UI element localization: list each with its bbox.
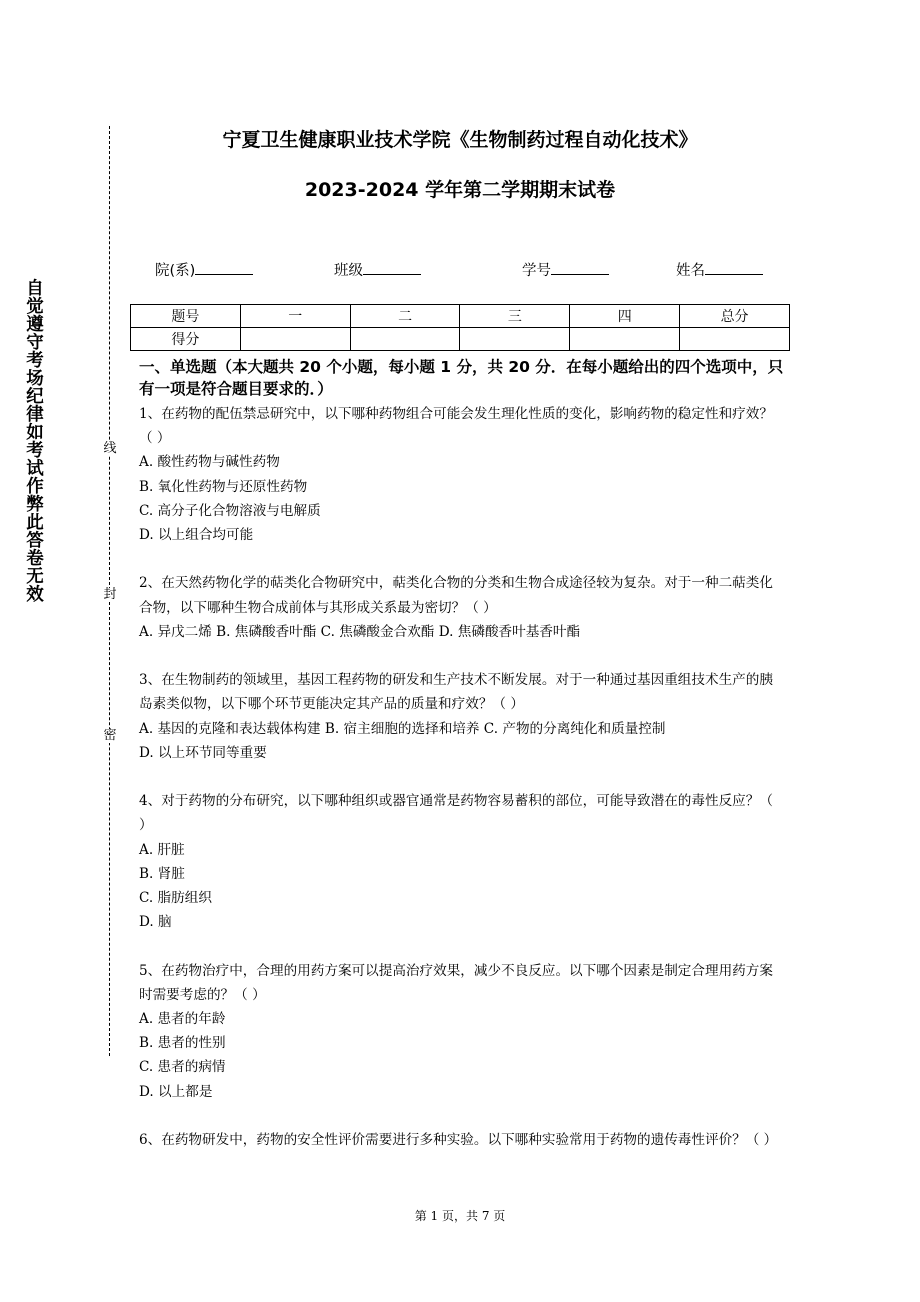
option-c: C. 患者的病情: [139, 1059, 226, 1076]
question-3: [139, 668, 784, 765]
class-field[interactable]: 班级: [334, 259, 421, 280]
score-table-score-row: [131, 328, 790, 351]
option-d: D. 脑: [139, 914, 172, 931]
option-a: A. 患者的年龄: [139, 1011, 226, 1028]
option-b: B. 肾脏: [139, 865, 185, 882]
score-cell[interactable]: [350, 328, 460, 351]
name-blank[interactable]: [705, 260, 763, 275]
exam-discipline-notice: 自觉遵守考场纪律如考试作弊此答卷无效: [26, 279, 44, 605]
option-a: A. 肝脏: [139, 841, 185, 858]
binding-mark-seal: 封: [103, 587, 117, 602]
student-id-blank[interactable]: [551, 260, 609, 275]
score-table-header-row: [131, 305, 790, 328]
question-1: [139, 402, 784, 547]
question-stem: 3、在生物制药的领域里，基因工程药物的研发和生产技术不断发展。对于一种通过基因重组技术生产的胰岛素类似物，以下哪个环节更能决定其产品的质量和疗效？（ ）: [139, 672, 773, 713]
dept-blank[interactable]: [195, 260, 253, 275]
question-stem: 1、在药物的配伍禁忌研究中，以下哪种药物组合可能会发生理化性质的变化，影响药物的稳定性和疗效？（ ）: [139, 406, 773, 447]
question-6: [139, 1128, 784, 1152]
exam-title-line1: 宁夏卫生健康职业技术学院《生物制药过程自动化技术》: [222, 129, 698, 151]
options-line: A. 基因的克隆和表达载体构建 B. 宿主细胞的选择和培养 C. 产物的分离纯化和质量控制: [139, 720, 666, 737]
score-header-cell: 总分: [680, 305, 790, 328]
option-c: C. 脂肪组织: [139, 890, 212, 907]
binding-mark-secret: 密: [103, 728, 117, 743]
dept-field[interactable]: 院(系): [155, 259, 253, 280]
question-stem: 2、在天然药物化学的萜类化合物研究中，萜类化合物的分类和生物合成途径较为复杂。对于一种二萜类化合物，以下哪种生物合成前体与其形成关系最为密切？（ ）: [139, 575, 773, 616]
exam-title-line2: 2023-2024 学年第二学期期末试卷: [304, 179, 616, 201]
student-id-field[interactable]: 学号: [522, 259, 609, 280]
binding-mark-line: 线: [103, 441, 117, 456]
exam-content: [139, 356, 784, 1152]
score-header-cell: 二: [350, 305, 460, 328]
option-d: D. 以上环节同等重要: [139, 744, 267, 761]
score-header-cell: 三: [460, 305, 570, 328]
score-header-cell: 一: [240, 305, 350, 328]
options-line: A. 异戊二烯 B. 焦磷酸香叶酯 C. 焦磷酸金合欢酯 D. 焦磷酸香叶基香叶酯: [139, 623, 581, 640]
question-4: [139, 789, 784, 934]
question-stem: 5、在药物治疗中，合理的用药方案可以提高治疗效果，减少不良反应。以下哪个因素是制定合理用药方案时需要考虑的？（ ）: [139, 962, 773, 1003]
score-cell[interactable]: [240, 328, 350, 351]
score-cell[interactable]: [460, 328, 570, 351]
option-b: B. 氧化性药物与还原性药物: [139, 478, 308, 495]
score-header-cell: 四: [570, 305, 680, 328]
student-info-row: [130, 259, 790, 281]
option-d: D. 以上组合均可能: [139, 527, 254, 544]
score-cell[interactable]: [680, 328, 790, 351]
question-stem: 4、对于药物的分布研究，以下哪种组织或器官通常是药物容易蓄积的部位，可能导致潜在的毒性反应？（ ）: [139, 793, 773, 834]
score-table: [130, 304, 790, 351]
option-c: C. 高分子化合物溶液与电解质: [139, 502, 321, 519]
score-row-label: 得分: [131, 328, 241, 351]
name-field[interactable]: 姓名: [676, 259, 763, 280]
question-5: [139, 959, 784, 1104]
option-b: B. 患者的性别: [139, 1035, 226, 1052]
question-2: [139, 571, 784, 644]
section-heading: 一、单选题（本大题共 20 个小题，每小题 1 分，共 20 分．在每小题给出的四个选项中，只有一项是符合题目要求的．）: [139, 358, 784, 398]
option-d: D. 以上都是: [139, 1083, 213, 1100]
class-blank[interactable]: [363, 260, 421, 275]
score-cell[interactable]: [570, 328, 680, 351]
question-stem: 6、在药物研发中，药物的安全性评价需要进行多种实验。以下哪种实验常用于药物的遗传毒性评价？（ ）: [139, 1132, 778, 1149]
score-header-cell: 题号: [131, 305, 241, 328]
option-a: A. 酸性药物与碱性药物: [139, 454, 280, 471]
page-footer: 第 1 页，共 7 页: [414, 1209, 506, 1223]
